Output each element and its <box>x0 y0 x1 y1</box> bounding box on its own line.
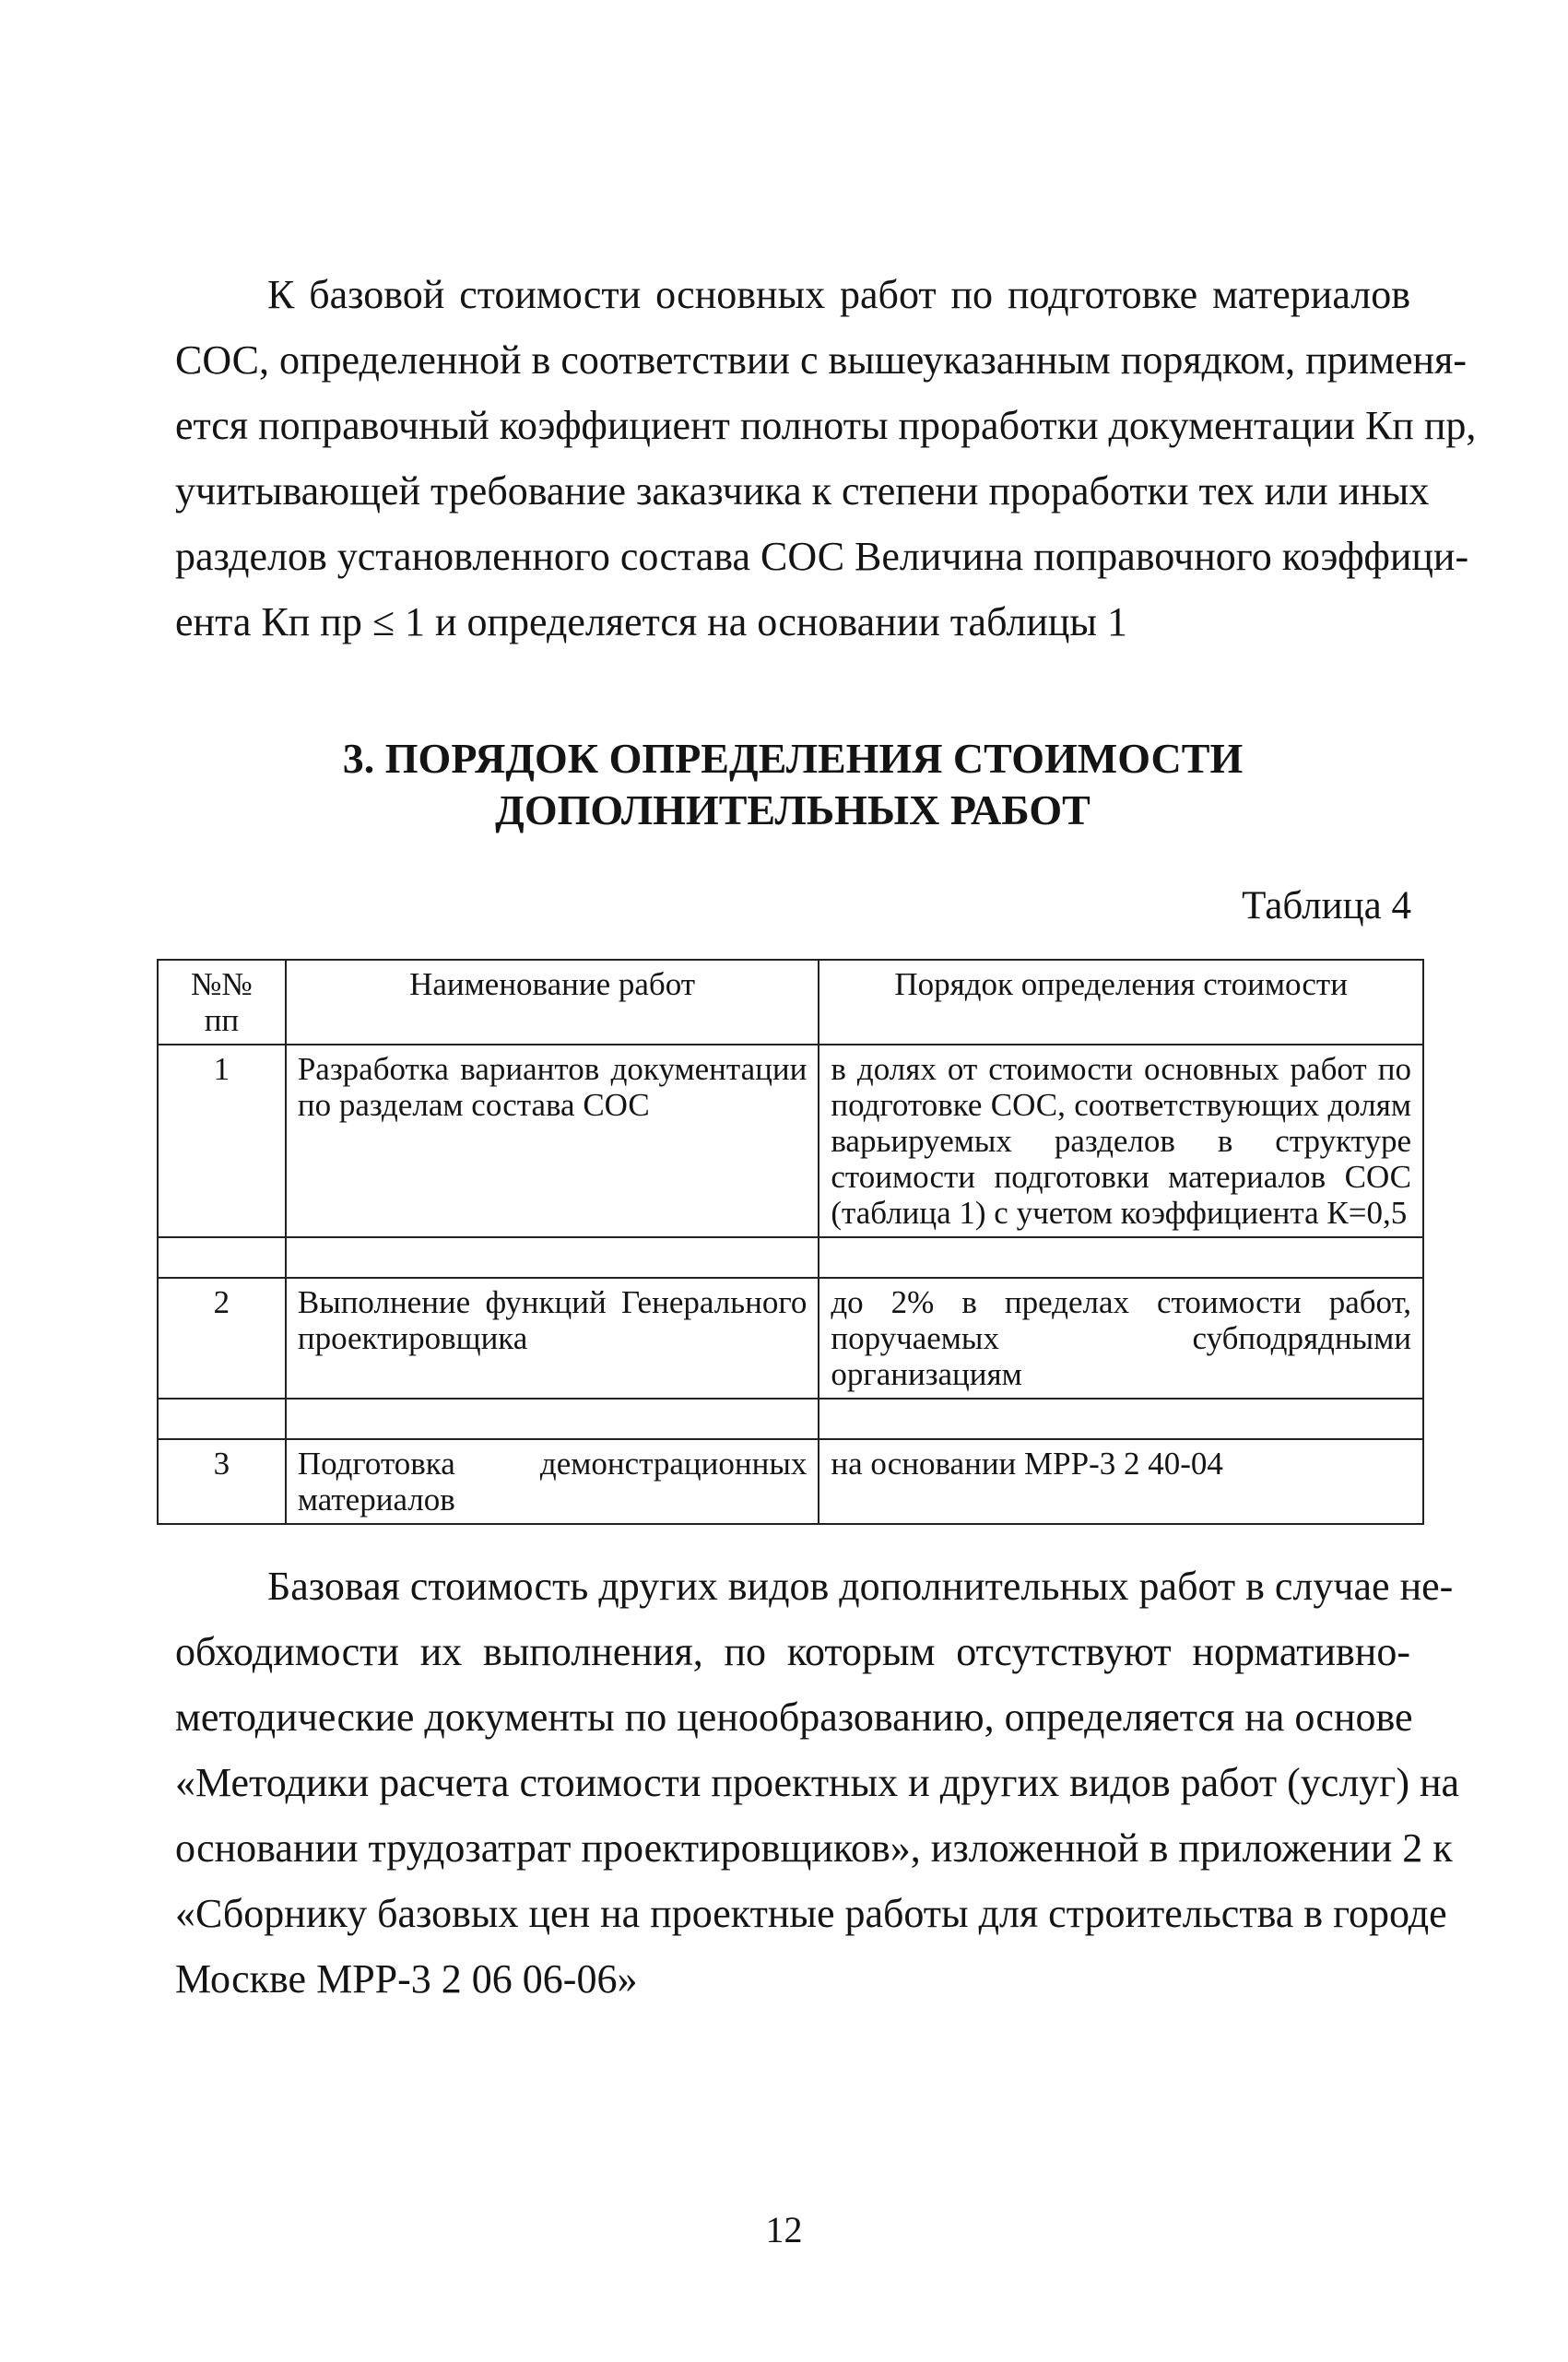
row-num: 3 <box>158 1439 286 1524</box>
row-method: в долях от стоимости основных работ по подготовке СОС, соответствующих долям варьируемых разделов в структуре стоимости подготовки материалов СОС (таблица 1) с учетом коэффициента К=0,5 <box>819 1045 1423 1237</box>
section-title-line: 3. ПОРЯДОК ОПРЕДЕЛЕНИЯ СТОИМОСТИ <box>342 735 1244 782</box>
table-row <box>158 1278 1423 1399</box>
paragraph-line: ется поправочный коэффициент полноты проработки документации Кп пр, <box>175 403 1477 448</box>
paragraph-line: разделов установленного состава СОС Величина поправочного коэффици- <box>175 534 1469 579</box>
row-name: Выполнение функций Генерального проектировщика <box>286 1278 819 1399</box>
page-number: 12 <box>765 2209 803 2250</box>
table-caption: Таблица 4 <box>1242 884 1411 927</box>
closing-paragraph <box>175 1553 1460 2012</box>
paragraph-line: основании трудозатрат проектировщиков», изложенной в приложении 2 к <box>175 1825 1453 1871</box>
paragraph-line: «Методики расчета стоимости проектных и других видов работ (услуг) на <box>175 1760 1460 1805</box>
table-row <box>158 1045 1423 1237</box>
paragraph-line: методические документы по ценообразованию, определяется на основе <box>175 1695 1413 1740</box>
section-title <box>175 733 1410 836</box>
paragraph-line: Базовая стоимость других видов дополнительных работ в случае не- <box>267 1564 1454 1609</box>
row-method: до 2% в пределах стоимости работ, поручаемых субподрядными организациям <box>819 1278 1423 1399</box>
row-method: на основании МРР-3 2 40-04 <box>819 1439 1423 1524</box>
paragraph-line: ента Кп пр ≤ 1 и определяется на основании таблицы 1 <box>175 599 1127 644</box>
paragraph-line: СОС, определенной в соответствии с вышеуказанным порядком, применя- <box>175 337 1467 383</box>
table-spacer-row <box>158 1237 1423 1278</box>
paragraph-line: «Сборнику базовых цен на проектные работы для строительства в городе <box>175 1891 1447 1936</box>
table-row <box>158 1439 1423 1524</box>
row-num: 2 <box>158 1278 286 1399</box>
paragraph-line: Москве МРР-3 2 06 06-06» <box>175 1956 638 2002</box>
header-method: Порядок определения стоимости <box>819 960 1423 1045</box>
works-table <box>157 959 1424 1525</box>
row-num: 1 <box>158 1045 286 1237</box>
header-num: №№ пп <box>158 960 286 1045</box>
row-name: Разработка вариантов документации по разделам состава СОС <box>286 1045 819 1237</box>
paragraph-line: учитывающей требование заказчика к степени проработки тех или иных <box>175 468 1430 514</box>
paragraph-line: обходимости их выполнения, по которым отсутствуют нормативно- <box>175 1629 1410 1674</box>
section-title-line: ДОПОЛНИТЕЛЬНЫХ РАБОТ <box>495 786 1091 833</box>
paragraph-line: К базовой стоимости основных работ по подготовке материалов <box>267 272 1410 317</box>
row-name: Подготовка демонстрационных материалов <box>286 1439 819 1524</box>
intro-paragraph <box>175 262 1477 655</box>
table-header-row <box>158 960 1423 1045</box>
header-name: Наименование работ <box>286 960 819 1045</box>
table-spacer-row <box>158 1399 1423 1439</box>
